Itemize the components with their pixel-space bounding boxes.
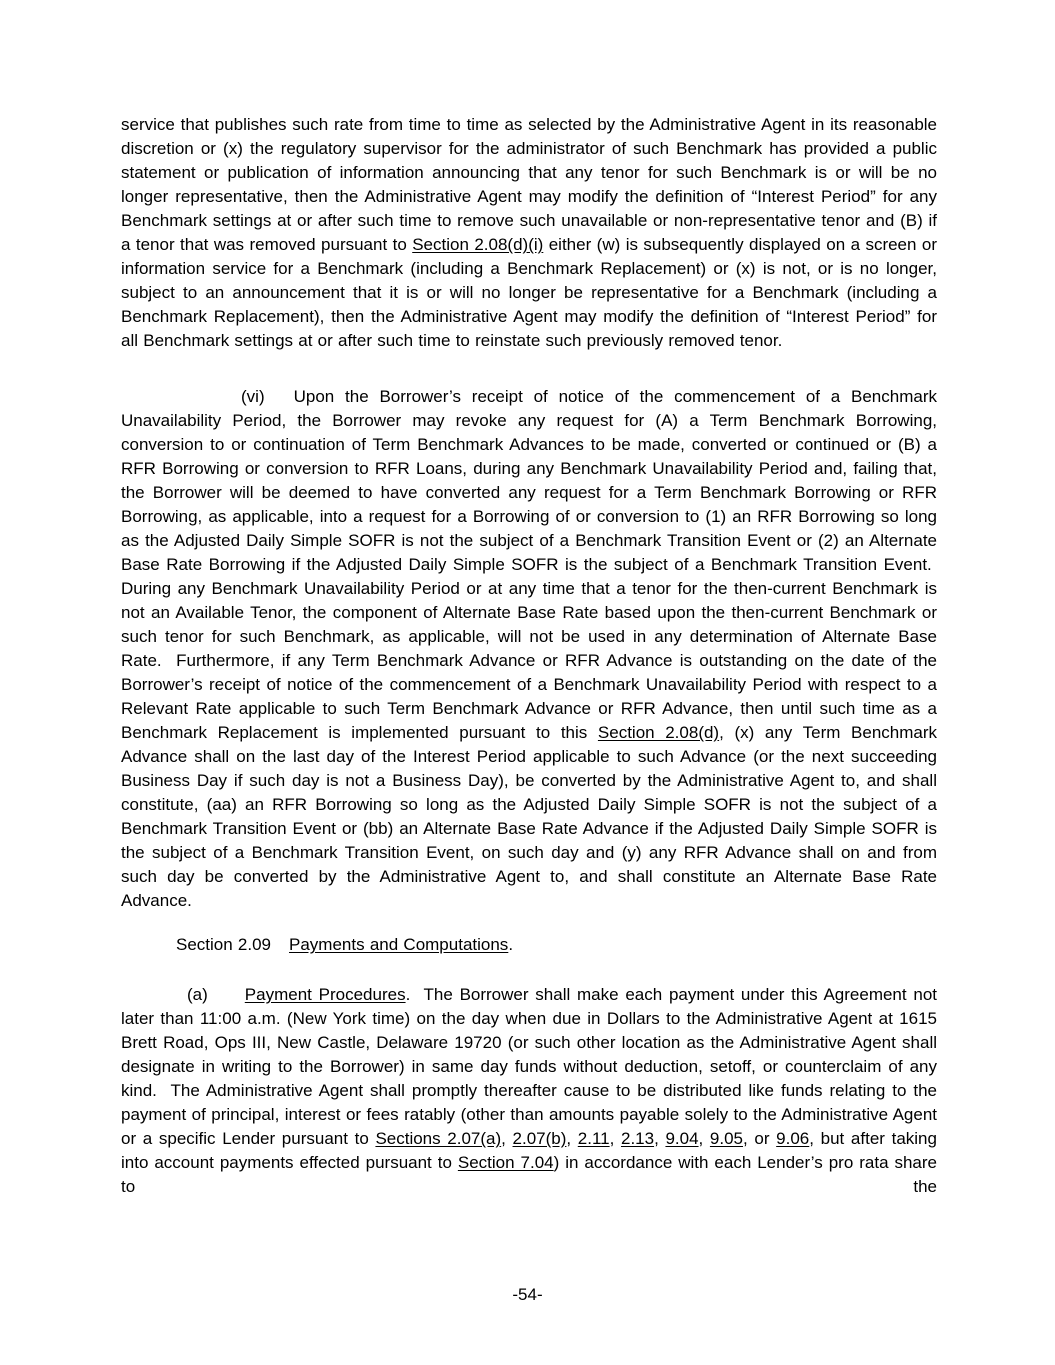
section-reference: 2.13 bbox=[620, 1129, 655, 1148]
text-run: Upon the Borrower’s receipt of notice of the commencement of a Benchmark Unavailability Period, the Borrower may revoke any request for (A) a Term Benchmark Borrowing, conversion to or continuation of Term Benchmark Advances to be made, converted or continued or (B) a RFR Borrowing or conversion to RFR Loans, during any Benchmark Unavailability Period and, failing that, the Borrower will be deemed to have converted any request for a Term Benchmark Borrowing or RFR Borrowing, as applicable, into a request for a Borrowing of or conversion to (1) an RFR Borrowing so long as the Adjusted Daily Simple SOFR is not the subject of a Benchmark Transition Event or (2) an Alternate Base Rate Borrowing if the Adjusted Daily Simple SOFR is the subject of a Benchmark Transition Event. During any Benchmark Unavailability Period or at any time that a tenor for the then-current Benchmark is not an Available Tenor, the component of Alternate Base Rate based upon the then-current Benchmark or such tenor for such Benchmark, as applicable, will not be used in any determination of Alternate Base Rate. Furthermore, if any Term Benchmark Advance or RFR Advance is outstanding on the date of the Borrower’s receipt of notice of the commencement of a Benchmark Unavailability Period with respect to a Relevant Rate applicable to such Term Benchmark Advance or RFR Advance, then until such time as a Benchmark Replacement is implemented pursuant to this bbox=[121, 387, 937, 742]
text-run: ) in accordance with each Lender’s pro rata share to the bbox=[121, 1153, 937, 1196]
text-run: service that publishes such rate from time to time as selected by the Administrative Agent in its reasonable discretion or (x) the regulatory supervisor for the administrator of such Benchmark has provided a public statement or publication of information announcing that any tenor for such Benchmark is or will be no longer representative, then the Administrative Agent may modify the definition of “Interest Period” for any Benchmark settings at or after such time to remove such unavailable or non-representative tenor and (B) if a tenor that was removed pursuant to bbox=[121, 115, 937, 254]
text-run: , bbox=[501, 1129, 513, 1148]
section-reference: Payments and Computations bbox=[289, 935, 509, 954]
text-run: , bbox=[698, 1129, 710, 1148]
section-reference: 9.06 bbox=[776, 1129, 810, 1148]
text-run: (a) bbox=[187, 985, 208, 1004]
text-run: , or bbox=[743, 1129, 777, 1148]
section-reference: Sections 2.07(a) bbox=[375, 1129, 502, 1148]
paragraph-clause-vi bbox=[121, 385, 937, 913]
text-run: , bbox=[566, 1129, 578, 1148]
text-run: either (w) is subsequently displayed on a screen or information service for a Benchmark (including a Benchmark Replacement) or (x) is not, or is no longer, subject to an announcement that it is or will no longer be representative for a Benchmark (including a Benchmark Replacement), then the Administrative Agent may modify the definition of “Interest Period” for all Benchmark settings at or after such time to reinstate such previously removed tenor. bbox=[121, 235, 938, 350]
section-reference: Section 7.04 bbox=[457, 1153, 554, 1172]
text-run: . The Borrower shall make each payment under this Agreement not later than 11:00 a.m. (New York time) on the day when due in Dollars to the Administrative Agent at 1615 Brett Road, Ops III, New Castle, Delaware 19720 (or such other location as the Administrative Agent shall designate in writing to the Borrower) in same day funds without deduction, setoff, or counterclaim of any kind. The Administrative Agent shall promptly thereafter cause to be distributed like funds relating to the payment of principal, interest or fees ratably (other than amounts payable solely to the Administrative Agent or a specific Lender pursuant to bbox=[121, 985, 938, 1148]
section-reference: 9.04 bbox=[665, 1129, 699, 1148]
section-reference: 2.07(b) bbox=[512, 1129, 567, 1148]
text-run: , but after taking into account payments effected pursuant to bbox=[121, 1129, 937, 1172]
text-run: , bbox=[609, 1129, 621, 1148]
section-reference: Payment Procedures bbox=[244, 985, 406, 1004]
paragraph-benchmark-continuation bbox=[121, 113, 937, 353]
text-run: (vi) bbox=[241, 387, 265, 406]
section-reference: 2.11 bbox=[577, 1129, 610, 1148]
text-run: , bbox=[654, 1129, 666, 1148]
section-reference: 9.05 bbox=[709, 1129, 744, 1148]
section-reference: Section 2.08(d)(i) bbox=[412, 235, 544, 254]
section-reference: Section 2.08(d) bbox=[597, 723, 720, 742]
text-run: Section 2.09 bbox=[176, 935, 272, 954]
text-run: , (x) any Term Benchmark Advance shall on the last day of the Interest Period applicable to such Advance (or the next succeeding Business Day if such day is not a Business Day), be converted by the Administrative Agent to, and shall constitute, (aa) an RFR Borrowing so long as the Adjusted Daily Simple SOFR is not the subject of a Benchmark Transition Event or (bb) an Alternate Base Rate Advance if the Adjusted Daily Simple SOFR is the subject of a Benchmark Transition Event, on such day and (y) any RFR Advance shall on and from such day be converted by the Administrative Agent to, and shall constitute an Alternate Base Rate Advance. bbox=[121, 723, 938, 910]
page-number: -54- bbox=[512, 1285, 543, 1304]
text-run: . bbox=[508, 935, 514, 954]
paragraph-a-payment-procedures bbox=[121, 983, 937, 1199]
document-content bbox=[121, 113, 937, 1199]
section-2-09-heading bbox=[121, 933, 937, 957]
